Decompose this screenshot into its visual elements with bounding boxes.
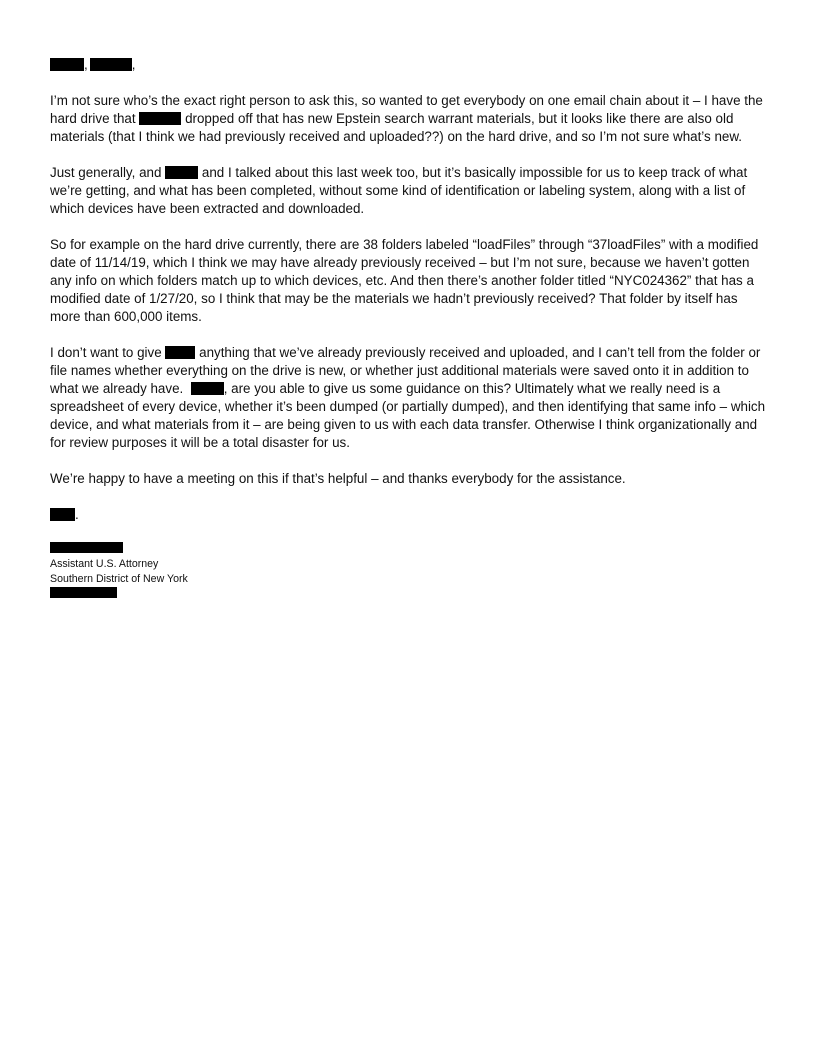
- redaction-box: [90, 58, 132, 71]
- email-body: [50, 56, 770, 602]
- signature-contact-line: [50, 587, 770, 602]
- redaction-box: [50, 587, 117, 598]
- paragraph-meeting: [50, 470, 770, 488]
- paragraph-text: anything that we’ve already previously received and uploaded, and I can’t tell from the folder or file names whether everything on the drive is new, or whether just additional materials were saved onto it in addition to what we already have.: [50, 345, 761, 396]
- greeting-line: [50, 56, 770, 74]
- paragraph-text: Just generally, and: [50, 165, 162, 180]
- paragraph-text: , are you able to give us some guidance on this? Ultimately what we really need is a spreadsheet of every device, whether it’s been dumped (or partially dumped), and then identifying that same info – which device, and what materials from it – are being given to us with each data transfer. Otherwise I think organizationally and for review purposes it will be a total disaster for us.: [50, 381, 766, 450]
- signoff-suffix: .: [75, 507, 79, 522]
- paragraph-folders: [50, 236, 770, 326]
- signature-title: Assistant U.S. Attorney: [50, 558, 159, 570]
- redaction-box: [50, 58, 84, 71]
- redaction-box: [50, 542, 123, 553]
- paragraph-text: and I talked about this last week too, but it’s basically impossible for us to keep track of what we’re getting, and what has been completed, without some kind of identification or labeling system, along with a list of which devices have been extracted and downloaded.: [50, 165, 748, 216]
- redaction-box: [165, 166, 198, 179]
- signature-name-line: [50, 542, 770, 557]
- paragraph-text: I’m not sure who’s the exact right person to ask this, so wanted to get everybody on one email chain about it – I have the hard drive that: [50, 93, 763, 126]
- paragraph-text: So for example on the hard drive currently, there are 38 folders labeled “loadFiles” through “37loadFiles” with a modified date of 11/14/19, which I think we may have already previously received – but I’m not sure, because we haven’t gotten any info on which folders match up to which devices, etc. And then there’s another folder titled “NYC024362” that has a modified date of 1/27/20, so I think that may be the materials we hadn’t previously received? That folder by itself has more than 600,000 items.: [50, 237, 759, 324]
- redaction-box: [165, 346, 195, 359]
- paragraph-tracking: [50, 164, 770, 218]
- paragraph-guidance: [50, 344, 770, 452]
- redaction-box: [139, 112, 181, 125]
- signature-block: [50, 542, 770, 602]
- greeting-separator: ,: [131, 57, 136, 72]
- paragraph-text: I don’t want to give: [50, 345, 162, 360]
- paragraph-text: We’re happy to have a meeting on this if that’s helpful – and thanks everybody for the assistance.: [50, 471, 626, 486]
- redaction-box: [50, 508, 75, 521]
- paragraph-text: dropped off that has new Epstein search warrant materials, but it looks like there are also old materials (that I think we had previously received and uploaded??) on the hard drive, and so I’m not sure what’s new.: [50, 111, 742, 144]
- signature-office: Southern District of New York: [50, 573, 188, 585]
- signoff-line: [50, 506, 770, 524]
- redaction-box: [191, 382, 224, 395]
- greeting-separator: ,: [84, 57, 88, 72]
- paragraph-hard-drive: [50, 92, 770, 146]
